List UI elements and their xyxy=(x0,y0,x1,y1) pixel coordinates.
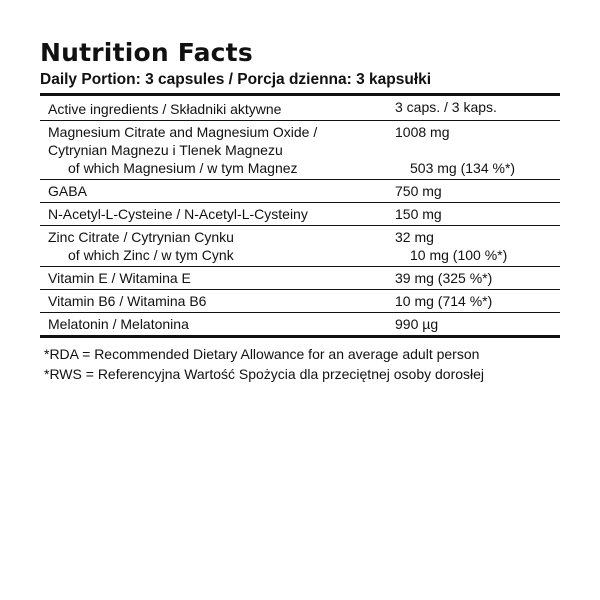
sub-ingredient-amount: 10 mg (100 %*) xyxy=(410,247,508,263)
header-portion-label: 3 caps. / 3 kaps. xyxy=(395,99,497,115)
sub-row-zinc xyxy=(48,246,560,264)
panel-title: Nutrition Facts xyxy=(40,38,253,67)
header-ingredient-label: Active ingredients / Składniki aktywne xyxy=(48,101,282,117)
table-row-magnesium xyxy=(40,121,560,180)
ingredient-name-line1: Magnesium Citrate and Magnesium Oxide / xyxy=(48,124,318,140)
ingredient-name: N-Acetyl-L-Cysteine / N-Acetyl-L-Cysteiny xyxy=(48,206,308,222)
table-row-vitamin-b6 xyxy=(40,290,560,313)
ingredient-amount: 150 mg xyxy=(395,206,442,222)
table-row-nac xyxy=(40,203,560,226)
ingredient-amount: 32 mg xyxy=(395,229,434,245)
ingredient-amount: 750 mg xyxy=(395,183,442,199)
ingredient-amount: 10 mg (714 %*) xyxy=(395,293,493,309)
footnote-rda: *RDA = Recommended Dietary Allowance for an average adult person xyxy=(44,346,480,362)
ingredient-amount: 990 µg xyxy=(395,316,439,332)
ingredient-name: Melatonin / Melatonina xyxy=(48,316,189,332)
serving-size: Daily Portion: 3 capsules / Porcja dzienna: 3 kapsułki xyxy=(40,70,560,96)
nutrition-facts-panel xyxy=(40,38,560,384)
table-row-gaba xyxy=(40,180,560,203)
sub-ingredient-amount: 503 mg (134 %*) xyxy=(410,160,516,176)
table-row-vitamin-e xyxy=(40,267,560,290)
ingredient-name: Vitamin E / Witamina E xyxy=(48,270,191,286)
sub-ingredient-name: of which Zinc / w tym Cynk xyxy=(68,247,234,263)
table-row-zinc xyxy=(40,226,560,267)
table-header-row xyxy=(40,96,560,121)
ingredient-name-line2: Cytrynian Magnezu i Tlenek Magnezu xyxy=(48,142,283,158)
sub-row-magnesium xyxy=(48,159,560,177)
ingredient-name: Vitamin B6 / Witamina B6 xyxy=(48,293,207,309)
footnote-rws: *RWS = Referencyjna Wartość Spożycia dla przeciętnej osoby dorosłej xyxy=(44,366,485,382)
sub-ingredient-name: of which Magnesium / w tym Magnez xyxy=(68,160,298,176)
table-row-melatonin xyxy=(40,313,560,338)
ingredient-amount: 39 mg (325 %*) xyxy=(395,270,493,286)
footnotes xyxy=(40,344,560,384)
ingredient-amount: 1008 mg xyxy=(395,124,450,140)
ingredient-name: Zinc Citrate / Cytrynian Cynku xyxy=(48,229,234,245)
ingredient-name: GABA xyxy=(48,183,87,199)
